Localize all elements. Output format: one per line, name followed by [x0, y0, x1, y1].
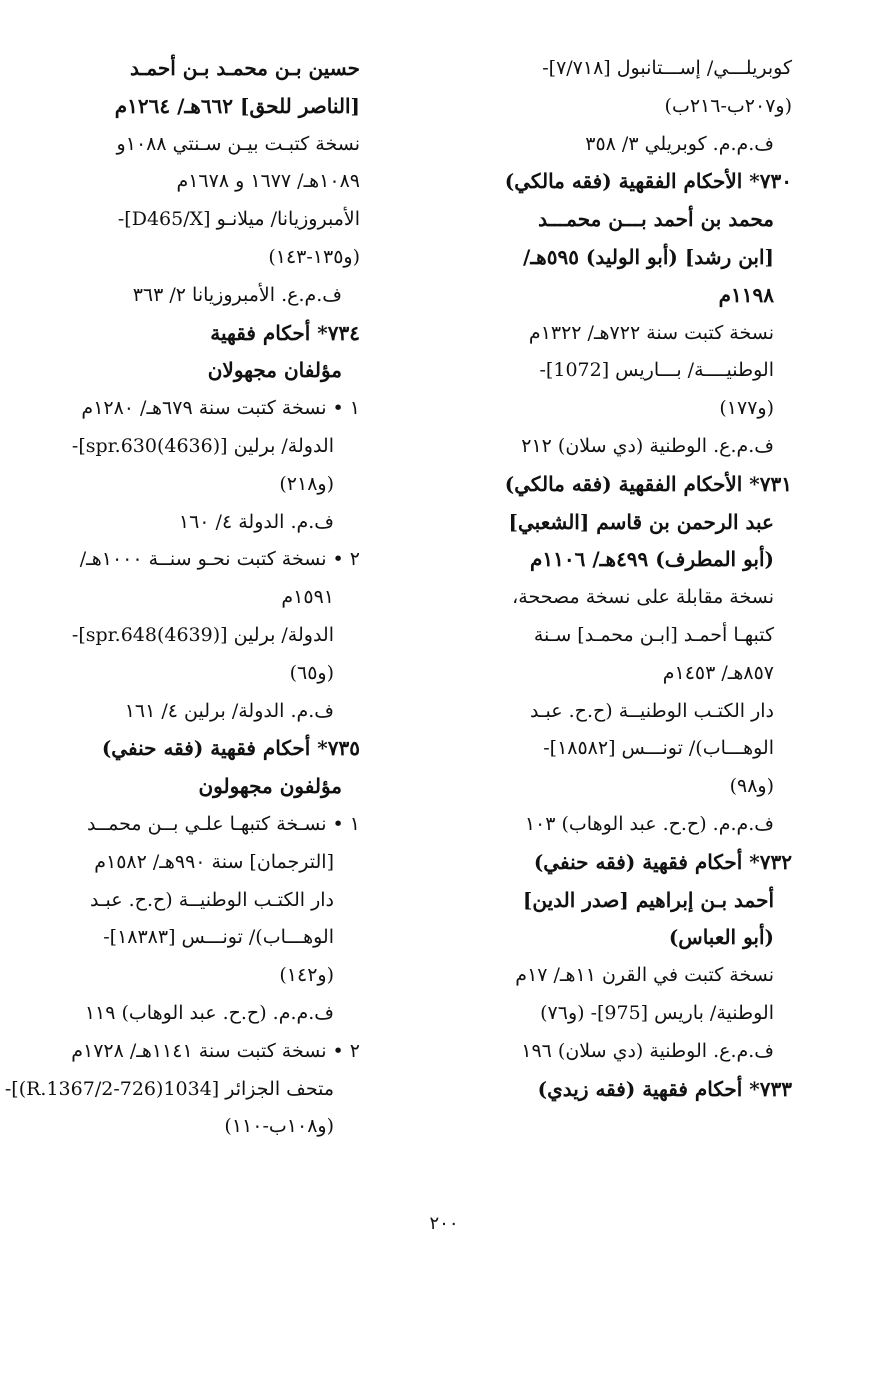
page-number: ٢٠٠ [429, 1213, 459, 1234]
text-line: ٧٣٣* أحكام فقهية (فقه زيدي) [537, 1076, 792, 1101]
text-line: الدولة/ برلين [spr.630(4636)]- [71, 434, 334, 457]
text-line: ٧٣٥* أحكام فقهية (فقه حنفي) [101, 736, 360, 761]
text-line: حسين بـن محمـد بـن أحمـد [130, 56, 360, 80]
text-line: متحف الجزائر [1034(726-R.1367/2)]- [4, 1077, 334, 1100]
text-line: (و٦٥) [289, 661, 334, 684]
text-line: ف.م.ع. الوطنية (دي سلان) ٢١٢ [521, 434, 774, 457]
text-line: محمد بن أحمد بـــن محمـــد [538, 207, 774, 232]
text-line: (و١٠٨ب-١١٠) [224, 1115, 334, 1138]
text-line: [الناصر للحق] ٦٦٢هـ/ ١٢٦٤م [114, 93, 360, 118]
text-line: ف.م. الدولة/ برلين ٤/ ١٦١ [124, 699, 334, 722]
text-line: دار الكتـب الوطنيــة (ح.ح. عبـد [529, 699, 774, 722]
text-line: ٢ • نسخة كتبت نحـو سنــة ١٠٠٠هـ/ [79, 548, 360, 571]
text-line: ٧٣٤* أحكام فقهية [210, 320, 360, 345]
text-line: ف.م.ع. الأمبروزيانا ٢/ ٣٦٣ [132, 283, 342, 306]
text-line: (أبو المطرف) ٤٩٩هـ/ ١١٠٦م [530, 547, 774, 572]
text-line: ١ • نسـخة كتبهـا علـي بــن محمــد [87, 812, 360, 835]
text-line: الوطنيــــة/ بـــاريس [1072]- [539, 359, 774, 382]
text-line: (و٩٨) [729, 775, 774, 798]
text-line: دار الكتـب الوطنيــة (ح.ح. عبـد [89, 888, 334, 911]
text-line: (و٢١٨) [279, 472, 334, 495]
text-line: (و١٣٥-١٤٣) [268, 245, 360, 268]
text-line: أحمد بـن إبراهيم [صدر الدين] [522, 887, 774, 912]
text-line: ف.م.م. كوبريلي ٣/ ٣٥٨ [585, 132, 774, 155]
text-line: نسخة كتبت في القرن ١١هـ/ ١٧م [515, 964, 774, 987]
text-line: كتبهـا أحمـد [ابـن محمـد] سـنة [533, 623, 774, 646]
text-line: عبد الرحمن بن قاسم [الشعبي] [508, 509, 774, 534]
text-line: مؤلفان مجهولان [207, 358, 342, 383]
left-column [4, 50, 360, 1146]
text-line: (و٢٠٧ب-٢١٦ب) [664, 94, 792, 117]
text-line: الوهـــاب)/ تونـــس [١٨٣٨٣]- [103, 926, 334, 949]
text-line: [ابن رشد] (أبو الوليد) ٥٩٥هـ/ [523, 244, 774, 269]
text-line: ف.م.م. (ح.ح. عبد الوهاب) ١١٩ [84, 1001, 334, 1024]
text-line: نسخة كتبت سنة ٧٢٢هـ/ ١٣٢٢م [528, 321, 774, 344]
text-line: الوطنية/ باريس [975]- (و٧٦) [540, 1001, 774, 1024]
text-line: (أبو العباس) [668, 925, 774, 950]
text-line: نسخة مقابلة على نسخة مصححة، [512, 586, 774, 609]
text-line: نسخة كتبـت بيـن سـنتي ١٠٨٨و [116, 132, 360, 155]
text-line: ٧٣٢* أحكام فقهية (فقه حنفي) [533, 849, 792, 874]
text-line: (و١٤٢) [279, 964, 334, 987]
text-line: ١ • نسخة كتبت سنة ٦٧٩هـ/ ١٢٨٠م [81, 397, 360, 420]
text-line: ١٠٨٩هـ/ ١٦٧٧ و ١٦٧٨م [176, 170, 360, 193]
text-line: الدولة/ برلين [spr.648(4639)]- [71, 623, 334, 646]
text-line: ١١٩٨م [718, 282, 774, 307]
text-line: ف.م. الدولة ٤/ ١٦٠ [178, 510, 334, 533]
text-line: مؤلفون مجهولون [198, 774, 342, 799]
text-line: ف.م.م. (ح.ح. عبد الوهاب) ١٠٣ [524, 812, 774, 835]
text-line: كوبريلـــي/ إســـتانبول [٧/٧١٨]- [542, 57, 792, 79]
text-line: (و١٧٧) [719, 397, 774, 420]
text-line: ٧٣٠* الأحكام الفقهية (فقه مالكي) [504, 169, 792, 194]
text-line: ١٥٩١م [281, 586, 334, 609]
right-column [412, 50, 792, 1108]
text-line: [الترجمان] سنة ٩٩٠هـ/ ١٥٨٢م [94, 850, 334, 873]
text-line: ٢ • نسخة كتبت سنة ١١٤١هـ/ ١٧٢٨م [71, 1039, 360, 1062]
text-line: ٧٣١* الأحكام الفقهية (فقه مالكي) [504, 471, 792, 496]
text-line: الأمبروزيانا/ ميلانـو [D465/X]- [117, 208, 360, 231]
text-line: ف.م.ع. الوطنية (دي سلان) ١٩٦ [521, 1039, 774, 1062]
text-line: ٨٥٧هـ/ ١٤٥٣م [662, 661, 774, 684]
text-line: الوهـــاب)/ تونـــس [١٨٥٨٢]- [543, 737, 774, 760]
